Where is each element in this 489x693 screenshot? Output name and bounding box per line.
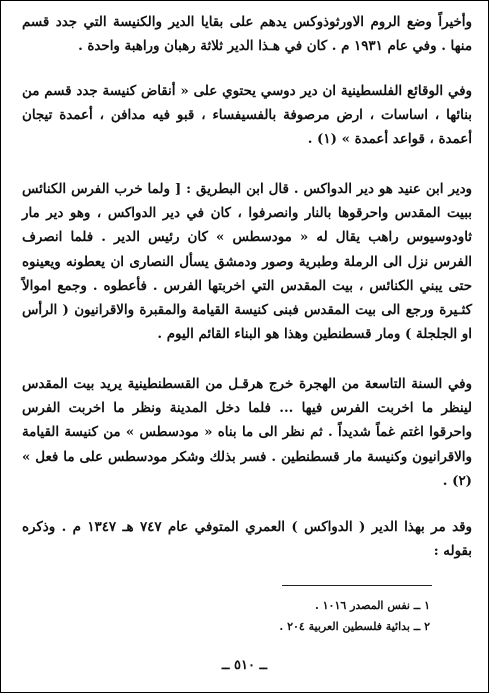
- paragraph-2: [22, 79, 472, 152]
- paragraph-5: [22, 515, 472, 563]
- paragraph-1: [22, 10, 472, 58]
- footnote-2: ٢ ــ بدائية فلسطين العربية ٢٠٤ .: [279, 620, 430, 633]
- footnotes: [230, 595, 430, 637]
- paragraph-1-text: وأخيراً وضع الروم الاورثوذوكس يدهم على بقايا الدير والكنيسة التي جدد قسم منها . وفي عام ١٩٣١ م . كان في هـذا الدير ثلاثة رهبان وراهبة واحدة .: [22, 14, 472, 55]
- paragraph-3: [22, 177, 472, 346]
- footnote-1: ١ ــ نفس المصدر ١٠١٦ .: [314, 599, 430, 612]
- paragraph-4-text: وفي السنة التاسعة من الهجرة خرج هرقـل من القسطنطينية يريد بيت المقدس لينظر ما اخربت الفرس فيها ... فلما دخل المدينة ونظر ما اخربت الفرس واحرقوا اغتم غماً شديداً . ثم نظر الى ما بناه « مودسطس » من كنيسة القيامة والاقرانيون وكنيسة مار قسطنطين . فسر بذلك وشكر مودسطس على ما فعل » (٢) .: [22, 376, 472, 489]
- paragraph-3-text: ودير ابن عنيد هو دير الدواكس . قال ابن البطريق : [ ولما خرب الفرس الكنائس ببيت المقدس واحرقوها بالنار وانصرفوا ، كان في دير الدواكس ، وهو دير مار ثاودوسيوس راهب يقال له « مودسطس » كان رئيس الدير . فلما انصرف الفرس نزل الى الرملة وطبرية وصور ودمشق يسأل النصارى ان يعطونه ويعينوه حتى يبني الكنائس ، بيت المقدس التي اخربتها الفرس . فأعطوه . وجمع اموالاً كثـيرة ورجع الى بيت المقدس فبنى كنيسة القيامة والمقبرة والاقرانيون ( الرأس او الجلجلة ) ومار قسطنطين وهذا هو البناء القائم اليوم .: [22, 181, 472, 343]
- footnote-separator: [282, 585, 432, 586]
- paragraph-4: [22, 372, 472, 493]
- paragraph-2-text: وفي الوقائع الفلسطينية ان دير دوسي يحتوي على « أنقاض كنيسة جدد قسم من بنائها ، اساسات ، ارض مرصوفة بالفسيفساء ، قبو فيه مدافن ، أعمدة تيجان أعمدة ، قواعد أعمدة » (١) .: [22, 83, 472, 148]
- paragraph-5-text: وقد مر بهذا الدير ( الدواكس ) العمري المتوفي عام ٧٤٧ هـ ١٣٤٧ م . وذكره بقوله :: [22, 519, 472, 560]
- page-number: ــ ٥١٠ ــ: [221, 658, 268, 673]
